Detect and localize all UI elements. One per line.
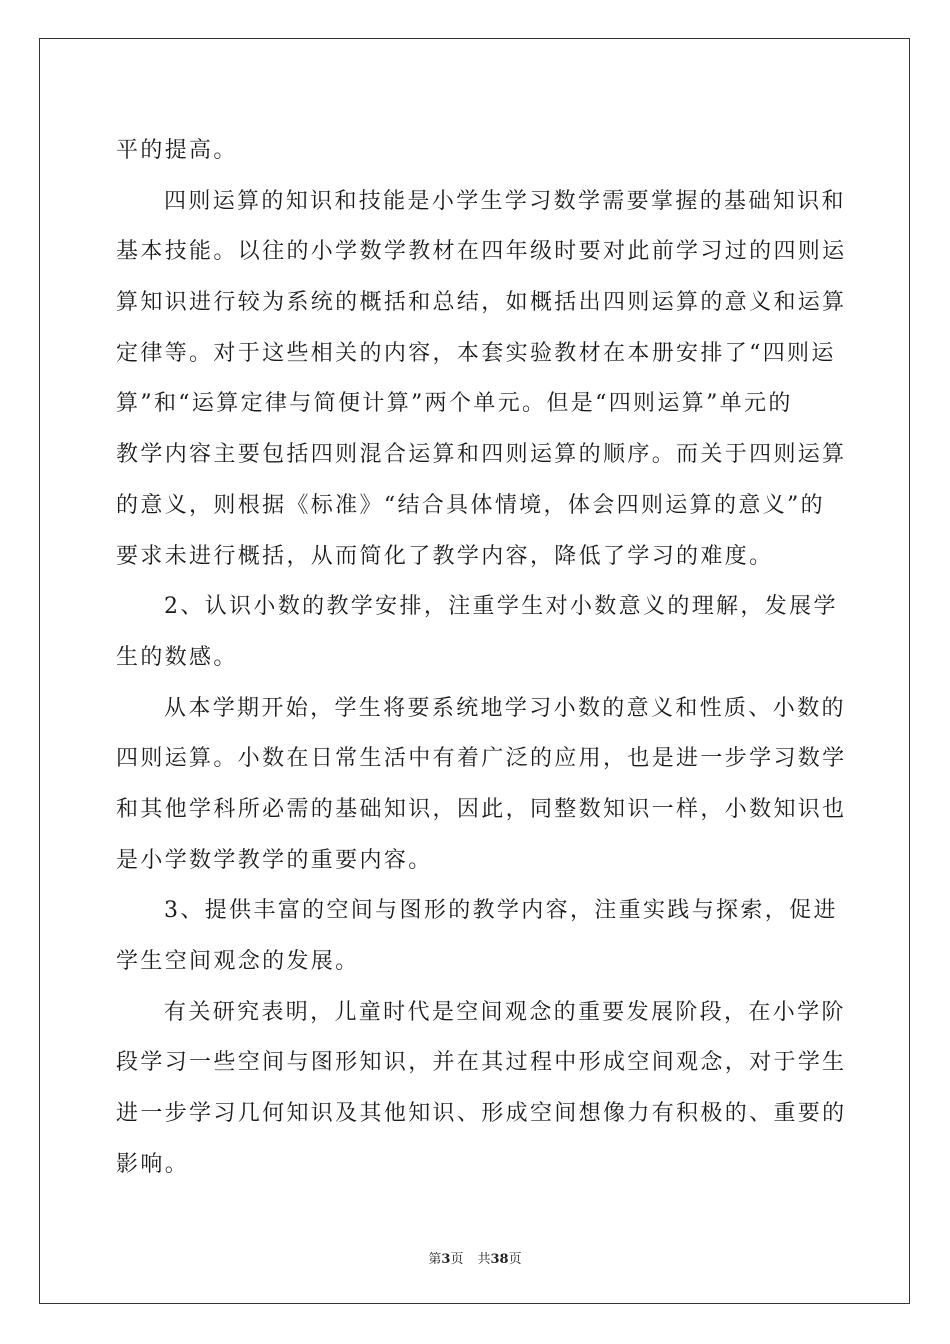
- text-line: 从本学期开始，学生将要系统地学习小数的意义和性质、小数的: [164, 695, 846, 721]
- text-line: 算”和“运算定律与简便计算”两个单元。但是“四则运算”单元的: [116, 391, 793, 417]
- text-line: 基本技能。以往的小学数学教材在四年级时要对此前学习过的四则运: [116, 239, 847, 265]
- total-suffix: 页: [508, 1252, 522, 1267]
- text-line: 2、认识小数的教学安排，注重学生对小数意义的理解，发展学: [164, 594, 838, 620]
- paragraph: [116, 582, 836, 683]
- document-body: [116, 126, 847, 1190]
- text-line: 四则运算。小数在日常生活中有着广泛的应用，也是进一步学习数学: [116, 746, 847, 772]
- text-line: 生的数感。: [116, 644, 238, 670]
- text-line: 教学内容主要包括四则混合运算和四则运算的顺序。而关于四则运算: [116, 442, 847, 468]
- text-line: 的意义，则根据《标准》“结合具体情境，体会四则运算的意义”的: [116, 492, 825, 518]
- text-line: 和其他学科所必需的基础知识，因此，同整数知识一样，小数知识也: [116, 796, 847, 822]
- page-footer: [0, 1248, 950, 1267]
- paragraph: [116, 886, 836, 987]
- paragraph: [116, 988, 847, 1191]
- page-number: 3: [441, 1252, 451, 1267]
- text-line: 进一步学习几何知识及其他知识、形成空间想像力有积极的、重要的: [116, 1101, 847, 1127]
- paragraph: [116, 177, 847, 583]
- text-line: 3、提供丰富的空间与图形的教学内容，注重实践与探索，促进: [164, 898, 838, 924]
- paragraph: [116, 126, 836, 177]
- text-line: 有关研究表明，儿童时代是空间观念的重要发展阶段，在小学阶: [164, 999, 846, 1025]
- text-line: 四则运算的知识和技能是小学生学习数学需要掌握的基础知识和: [164, 188, 846, 214]
- text-line: 学生空间观念的发展。: [116, 949, 360, 974]
- text-line: 平的提高。: [116, 138, 238, 163]
- text-line: 算知识进行较为系统的概括和总结，如概括出四则运算的意义和运算: [116, 290, 847, 316]
- text-line: 段学习一些空间与图形知识，并在其过程中形成空间观念，对于学生: [116, 1050, 847, 1076]
- paragraph: [116, 684, 847, 887]
- text-line: 影响。: [116, 1151, 190, 1177]
- text-line: 要求未进行概括，从而简化了教学内容，降低了学习的难度。: [116, 543, 774, 569]
- page-prefix: 第: [428, 1252, 442, 1267]
- total-prefix: 共: [477, 1252, 491, 1267]
- page-suffix: 页: [450, 1252, 464, 1267]
- text-line: 是小学数学教学的重要内容。: [116, 847, 433, 873]
- text-line: 定律等。对于这些相关的内容，本套实验教材在本册安排了“四则运: [116, 340, 836, 366]
- total-pages: 38: [490, 1252, 509, 1267]
